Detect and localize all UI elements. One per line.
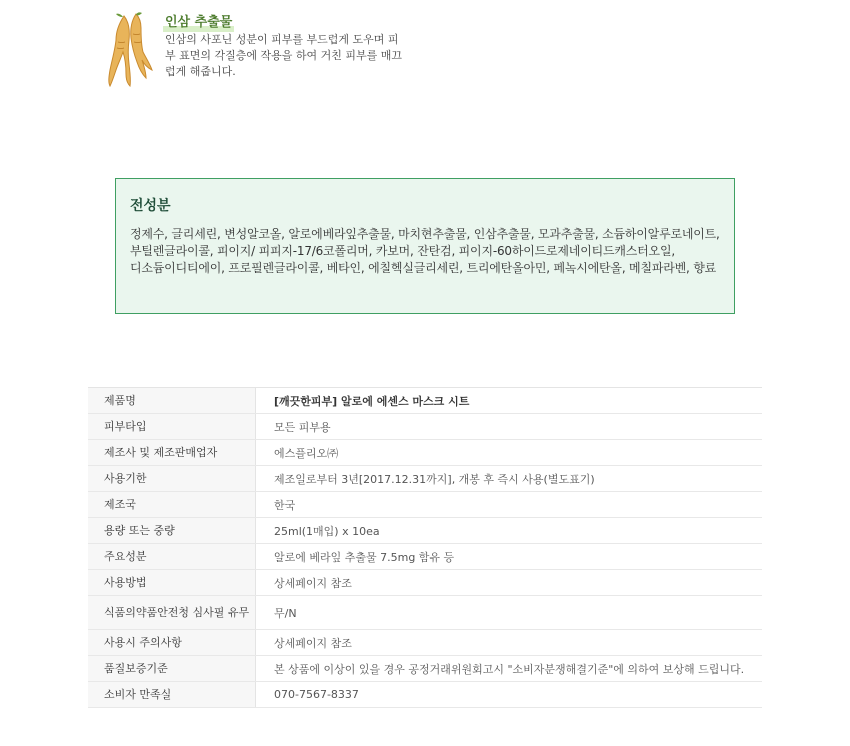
table-row xyxy=(88,492,762,518)
row-value: 무/N xyxy=(256,596,763,630)
ginseng-extract-section xyxy=(100,8,420,88)
row-value: 070-7567-8337 xyxy=(256,682,763,708)
ginseng-title: 인삼 추출물 xyxy=(163,11,234,32)
product-info-table xyxy=(88,387,762,708)
row-value: [깨끗한피부] 알로에 에센스 마스크 시트 xyxy=(256,388,763,414)
row-value: 본 상품에 이상이 있을 경우 공정거래위원회고시 "소비자분쟁해결기준"에 의하여 보상해 드립니다. xyxy=(256,656,763,682)
row-label: 사용시 주의사항 xyxy=(88,630,256,656)
row-value: 상세페이지 참조 xyxy=(256,570,763,596)
table-row xyxy=(88,596,762,630)
table-row xyxy=(88,656,762,682)
row-value: 상세페이지 참조 xyxy=(256,630,763,656)
row-label: 사용방법 xyxy=(88,570,256,596)
table-row xyxy=(88,440,762,466)
row-value: 에스플리오㈜ xyxy=(256,440,763,466)
table-row xyxy=(88,570,762,596)
table-row xyxy=(88,682,762,708)
row-label: 사용기한 xyxy=(88,466,256,492)
table-row xyxy=(88,388,762,414)
row-label: 제조사 및 제조판매업자 xyxy=(88,440,256,466)
row-label: 용량 또는 중량 xyxy=(88,518,256,544)
ingredients-box xyxy=(115,178,735,314)
ginseng-root-icon xyxy=(104,12,154,88)
table-row xyxy=(88,466,762,492)
table-row xyxy=(88,630,762,656)
table-row xyxy=(88,544,762,570)
row-value: 25ml(1매입) x 10ea xyxy=(256,518,763,544)
row-label: 제품명 xyxy=(88,388,256,414)
ginseng-description: 인삼의 사포닌 성분이 피부를 부드럽게 도우며 피부 표면의 각질층에 작용을 하여 거친 피부를 매끄럽게 해줍니다. xyxy=(165,33,402,78)
row-label: 제조국 xyxy=(88,492,256,518)
row-label: 주요성분 xyxy=(88,544,256,570)
table-row xyxy=(88,518,762,544)
table-row xyxy=(88,414,762,440)
row-value: 한국 xyxy=(256,492,763,518)
row-label: 식품의약품안전청 심사필 유무 xyxy=(88,596,256,630)
row-value: 알로에 베라잎 추출물 7.5mg 함유 등 xyxy=(256,544,763,570)
row-value: 제조일로부터 3년[2017.12.31까지], 개봉 후 즉시 사용(별도표기) xyxy=(256,466,763,492)
row-label: 소비자 만족실 xyxy=(88,682,256,708)
row-label: 피부타입 xyxy=(88,414,256,440)
ingredients-list: 정제수, 글리세린, 변성알코올, 알로에베라잎추출물, 마치현추출물, 인삼추출물, 모과추출물, 소듐하이알루로네이트, 부틸렌글라이콜, 피이지/ 피피지-17/6코폴리머, 카보머, 잔탄검, 피이지-60하이드로제네이티드캐스터오일, 디소듐이디티에이, 프로필렌글라이콜, 베타인, 에칠헥실글리세린, 트리에탄올아민, 페녹시에탄올, 메칠파라벤, 향료 xyxy=(130,227,720,275)
row-value: 모든 피부용 xyxy=(256,414,763,440)
ingredients-title: 전성분 xyxy=(130,198,171,214)
row-label: 품질보증기준 xyxy=(88,656,256,682)
